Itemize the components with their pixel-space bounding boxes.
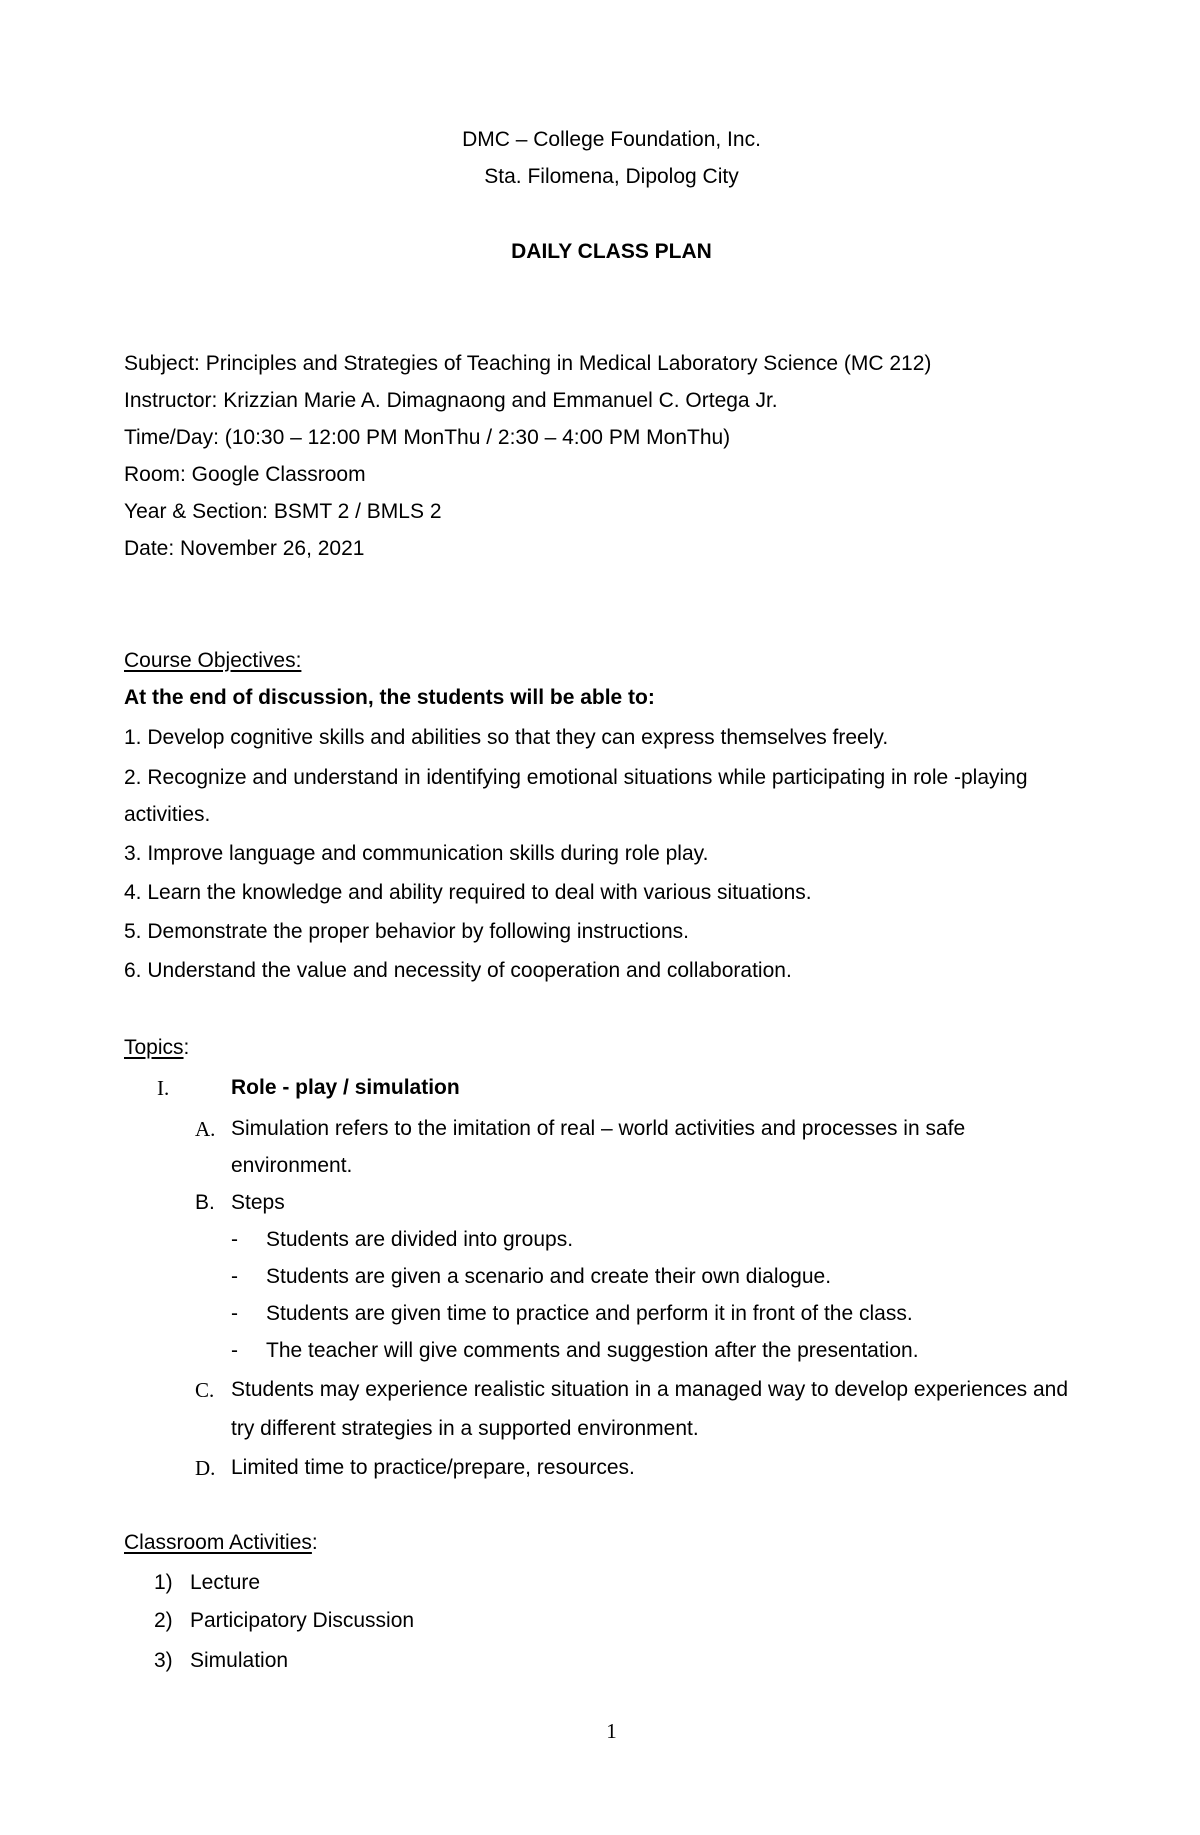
- instructor-line: Instructor: Krizzian Marie A. Dimagnaong and Emmanuel C. Ortega Jr.: [124, 389, 778, 412]
- objective-item: 1. Develop cognitive skills and abilities so that they can express themselves freely.: [124, 726, 889, 749]
- activity-item: Participatory Discussion: [190, 1609, 415, 1632]
- page-number: 1: [606, 1719, 617, 1743]
- institution-name: DMC – College Foundation, Inc.: [462, 128, 761, 151]
- step-dash: -: [231, 1265, 238, 1288]
- subtopic-label: D.: [195, 1456, 216, 1480]
- objective-item: 5. Demonstrate the proper behavior by following instructions.: [124, 920, 689, 943]
- activities-heading-colon: :: [311, 1531, 318, 1554]
- subtopic-text: Simulation refers to the imitation of real – world activities and processes in safe: [231, 1117, 966, 1140]
- subtopic-text: Steps: [231, 1191, 285, 1214]
- objective-item: 3. Improve language and communication skills during role play.: [124, 842, 709, 865]
- activity-number: 2): [154, 1609, 173, 1632]
- activity-number: 1): [154, 1571, 173, 1594]
- time-day-line: Time/Day: (10:30 – 12:00 PM MonThu / 2:30 – 4:00 PM MonThu): [124, 426, 731, 449]
- step-dash: -: [231, 1228, 238, 1251]
- subject-line: Subject: Principles and Strategies of Teaching in Medical Laboratory Science (MC 212): [124, 352, 932, 375]
- activity-item: Simulation: [190, 1649, 289, 1672]
- topic-roman-numeral: I.: [157, 1076, 170, 1100]
- objective-item-continuation: activities.: [124, 803, 211, 826]
- objective-item: 4. Learn the knowledge and ability required to deal with various situations.: [124, 881, 812, 904]
- step-item: Students are divided into groups.: [266, 1228, 574, 1251]
- activity-item: Lecture: [190, 1571, 261, 1594]
- step-dash: -: [231, 1339, 238, 1362]
- year-section-line: Year & Section: BSMT 2 / BMLS 2: [124, 500, 442, 523]
- date-line: Date: November 26, 2021: [124, 537, 365, 560]
- objectives-intro: At the end of discussion, the students will be able to:: [124, 686, 655, 709]
- topics-heading: [124, 1035, 189, 1061]
- subtopic-text: Students may experience realistic situation in a managed way to develop experiences and: [231, 1378, 1068, 1401]
- topic-title: Role - play / simulation: [231, 1076, 460, 1099]
- activities-heading-text: Classroom Activities: [124, 1531, 312, 1554]
- objective-item: 6. Understand the value and necessity of cooperation and collaboration.: [124, 959, 792, 982]
- topics-heading-colon: :: [183, 1036, 190, 1059]
- step-item: The teacher will give comments and suggestion after the presentation.: [266, 1339, 919, 1362]
- objective-item: 2. Recognize and understand in identifying emotional situations while participating in role -playing: [124, 766, 1028, 789]
- subtopic-label: B.: [195, 1191, 215, 1214]
- subtopic-text: Limited time to practice/prepare, resources.: [231, 1456, 635, 1479]
- step-item: Students are given time to practice and perform it in front of the class.: [266, 1302, 913, 1325]
- room-line: Room: Google Classroom: [124, 463, 366, 486]
- objectives-heading: Course Objectives:: [124, 649, 302, 672]
- activities-heading: [124, 1530, 318, 1556]
- topics-heading-text: Topics: [124, 1036, 184, 1059]
- subtopic-text-continuation: try different strategies in a supported environment.: [231, 1417, 699, 1440]
- step-item: Students are given a scenario and create their own dialogue.: [266, 1265, 832, 1288]
- subtopic-text-continuation: environment.: [231, 1154, 353, 1177]
- subtopic-label: C.: [195, 1378, 215, 1402]
- step-dash: -: [231, 1302, 238, 1325]
- institution-address: Sta. Filomena, Dipolog City: [484, 165, 739, 188]
- activity-number: 3): [154, 1649, 173, 1672]
- subtopic-label: A.: [195, 1117, 216, 1141]
- document-title: DAILY CLASS PLAN: [511, 240, 712, 263]
